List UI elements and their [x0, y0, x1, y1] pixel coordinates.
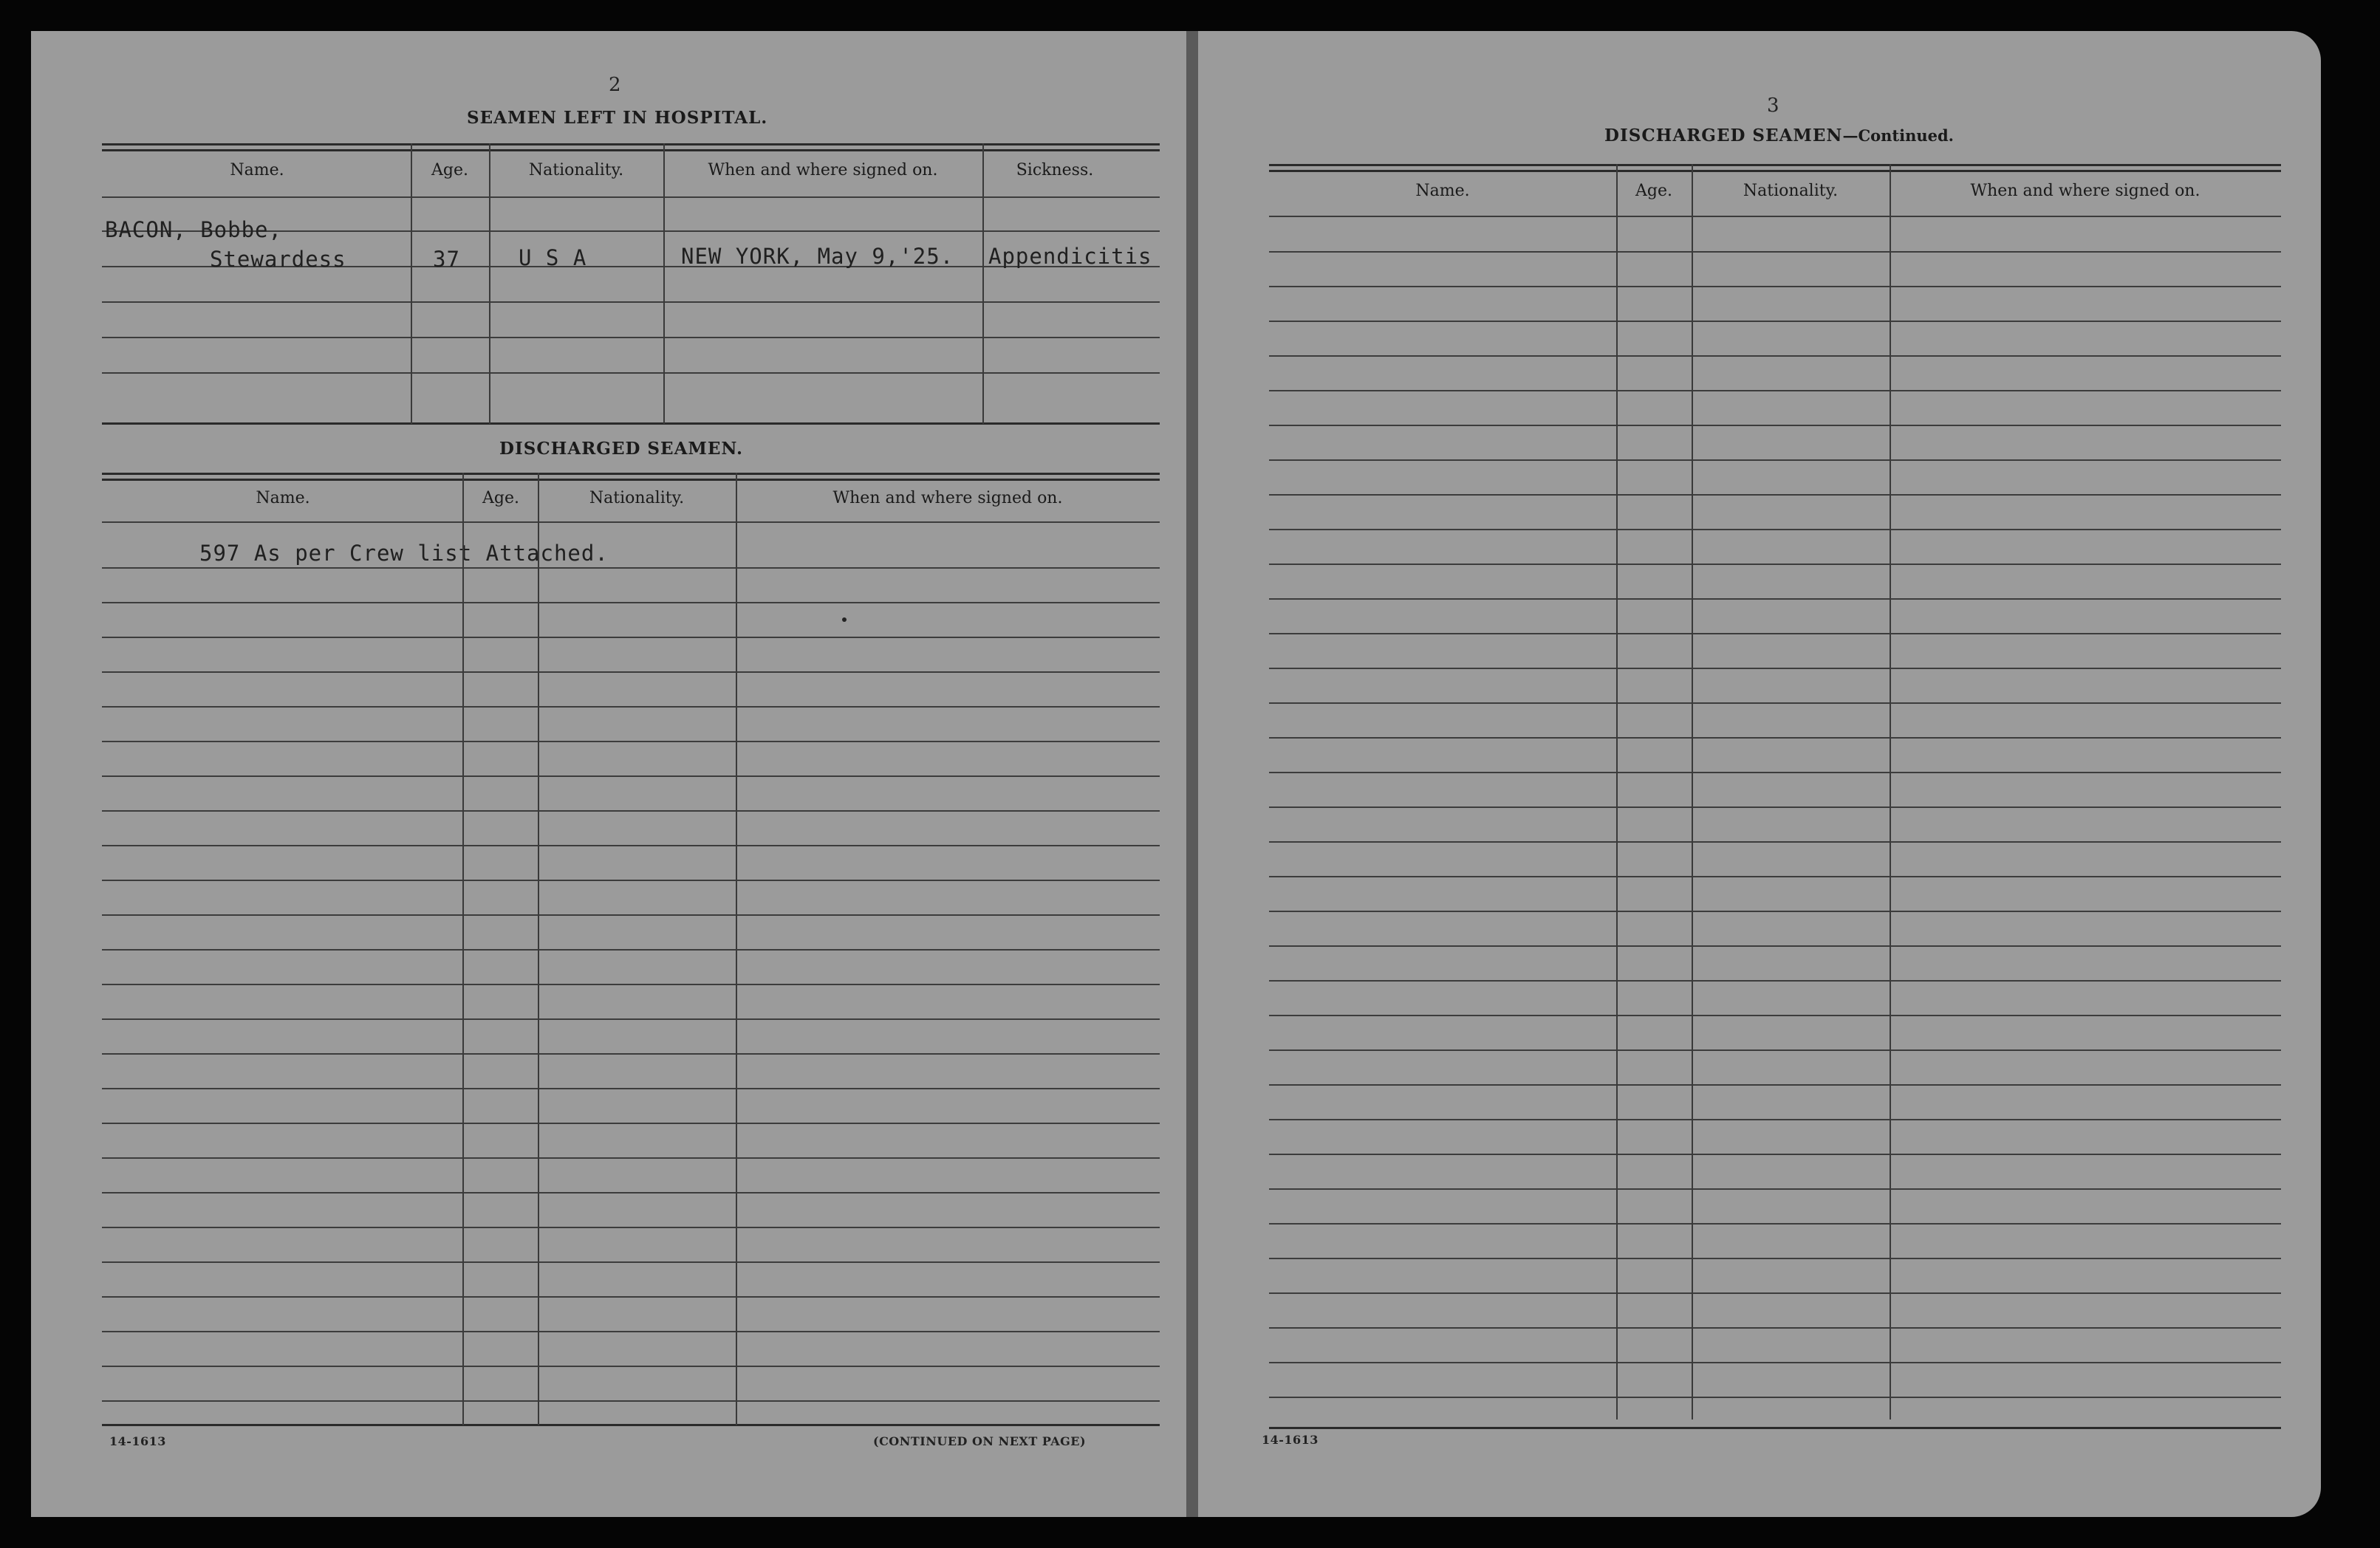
ruled-line: [1269, 1397, 2281, 1398]
hospital-row-rule: [102, 372, 1160, 374]
hospital-row-rule: [102, 337, 1160, 338]
ruled-line: [1269, 1015, 2281, 1016]
continued-note: (CONTINUED ON NEXT PAGE): [873, 1434, 1087, 1448]
ruled-line: [1269, 911, 2281, 912]
right-header-age: Age.: [1635, 182, 1672, 200]
discharged-header-rule: [102, 521, 1160, 523]
right-header-rule: [1269, 216, 2281, 217]
right-header-nationality: Nationality.: [1743, 182, 1839, 200]
ruled-line: [1269, 876, 2281, 877]
discharged-header-age: Age.: [482, 489, 519, 507]
ruled-line: [1269, 806, 2281, 808]
page-number: 3: [1767, 95, 1779, 117]
hospital-entry-signed-on: NEW YORK, May 9,'25.: [681, 244, 954, 269]
discharged-table-bottom-rule: [102, 1424, 1160, 1426]
right-table-top-rule: [1269, 164, 2281, 166]
ruled-line: [102, 1261, 1160, 1263]
ruled-line: [1269, 772, 2281, 773]
right-column-divider: [1692, 164, 1693, 1419]
ruled-line: [1269, 1154, 2281, 1155]
ruled-line: [102, 1192, 1160, 1193]
discharged-entry: 597 As per Crew list Attached.: [199, 541, 609, 566]
ruled-line: [1269, 251, 2281, 253]
hospital-entry-name: BACON, Bobbe,: [105, 217, 282, 242]
hospital-column-divider: [411, 143, 412, 424]
ruled-line: [102, 1331, 1160, 1332]
ruled-line: [102, 949, 1160, 951]
ruled-line: [1269, 1362, 2281, 1363]
hospital-column-divider: [982, 143, 984, 424]
ruled-line: [102, 1053, 1160, 1055]
ruled-line: [1269, 529, 2281, 530]
right-column-divider: [1616, 164, 1618, 1419]
discharged-section-title: DISCHARGED SEAMEN.: [499, 439, 743, 459]
left-page: [31, 31, 1186, 1517]
hospital-row-rule: [102, 301, 1160, 303]
ruled-line: [102, 845, 1160, 846]
right-header-signed-on: When and where signed on.: [1970, 182, 2201, 200]
ruled-line: [1269, 841, 2281, 843]
hospital-column-divider: [663, 143, 665, 424]
ruled-line: [1269, 1188, 2281, 1190]
form-number: 14-1613: [109, 1434, 166, 1448]
ruled-line: [102, 567, 1160, 569]
hospital-header-nationality: Nationality.: [528, 161, 624, 179]
right-title-continued: —Continued.: [1842, 126, 1954, 145]
ruled-line: [102, 880, 1160, 881]
ruled-line: [1269, 459, 2281, 461]
discharged-header-nationality: Nationality.: [589, 489, 685, 507]
ruled-line: [1269, 564, 2281, 565]
ruled-line: [102, 775, 1160, 777]
discharged-table-top-rule: [102, 473, 1160, 475]
ruled-line: [102, 1366, 1160, 1367]
right-title-text: DISCHARGED SEAMEN: [1604, 126, 1843, 145]
spine-gap: [1186, 31, 1198, 1517]
form-number: 14-1613: [1262, 1433, 1319, 1447]
ruled-line: [102, 671, 1160, 673]
hospital-entry-age: 37: [433, 247, 460, 272]
ruled-line: [1269, 1049, 2281, 1051]
hospital-header-sickness: Sickness.: [1016, 161, 1094, 179]
ruled-line: [1269, 1223, 2281, 1225]
ruled-line: [102, 1018, 1160, 1020]
hospital-header-age: Age.: [431, 161, 468, 179]
hospital-entry-nationality: U S A: [519, 245, 587, 270]
ruled-line: [102, 741, 1160, 742]
right-header-name: Name.: [1415, 182, 1470, 200]
hospital-header-rule: [102, 196, 1160, 198]
ruled-line: [1269, 980, 2281, 982]
page-number: 2: [609, 74, 621, 96]
ruled-line: [102, 1400, 1160, 1402]
right-table-bottom-rule: [1269, 1427, 2281, 1429]
ruled-line: [102, 1296, 1160, 1298]
hospital-table-bottom-rule: [102, 422, 1160, 425]
discharged-column-divider: [736, 473, 737, 1425]
ruled-line: [1269, 321, 2281, 322]
hospital-entry-sickness: Appendicitis: [988, 244, 1152, 269]
hospital-column-divider: [489, 143, 490, 424]
ruled-line: [102, 706, 1160, 708]
ruled-line: [102, 914, 1160, 916]
hospital-entry-role: Stewardess: [210, 247, 346, 272]
ruled-line: [102, 1157, 1160, 1159]
discharged-table-top-rule-2: [102, 479, 1160, 481]
discharged-column-divider: [462, 473, 464, 1425]
ruled-line: [102, 984, 1160, 985]
hospital-table-top-rule-2: [102, 149, 1160, 151]
ruled-line: [1269, 1292, 2281, 1294]
discharged-column-divider: [538, 473, 539, 1425]
discharged-header-name: Name.: [256, 489, 310, 507]
ink-dot: [842, 617, 847, 622]
discharged-header-signed-on: When and where signed on.: [832, 489, 1063, 507]
ruled-line: [1269, 668, 2281, 669]
hospital-section-title: SEAMEN LEFT IN HOSPITAL.: [467, 108, 768, 128]
ruled-line: [1269, 598, 2281, 600]
hospital-header-name: Name.: [230, 161, 284, 179]
ruled-line: [1269, 1327, 2281, 1329]
ruled-line: [1269, 737, 2281, 739]
ruled-line: [1269, 702, 2281, 704]
right-table-top-rule-2: [1269, 170, 2281, 172]
ruled-line: [1269, 945, 2281, 947]
ruled-line: [1269, 355, 2281, 357]
ruled-line: [102, 1123, 1160, 1124]
ruled-line: [1269, 390, 2281, 391]
ruled-line: [102, 1227, 1160, 1228]
right-column-divider: [1890, 164, 1891, 1419]
ruled-line: [1269, 1119, 2281, 1120]
ruled-line: [1269, 1258, 2281, 1259]
right-page: [1198, 31, 2321, 1517]
ruled-line: [1269, 425, 2281, 426]
hospital-header-signed-on: When and where signed on.: [708, 161, 938, 179]
ruled-line: [102, 1088, 1160, 1089]
hospital-table-top-rule: [102, 143, 1160, 145]
ruled-line: [1269, 633, 2281, 634]
ruled-line: [102, 637, 1160, 638]
right-section-title: [1604, 126, 1954, 145]
ruled-line: [102, 810, 1160, 812]
ruled-line: [1269, 494, 2281, 496]
ruled-line: [1269, 286, 2281, 287]
ruled-line: [102, 602, 1160, 603]
ruled-line: [1269, 1084, 2281, 1086]
